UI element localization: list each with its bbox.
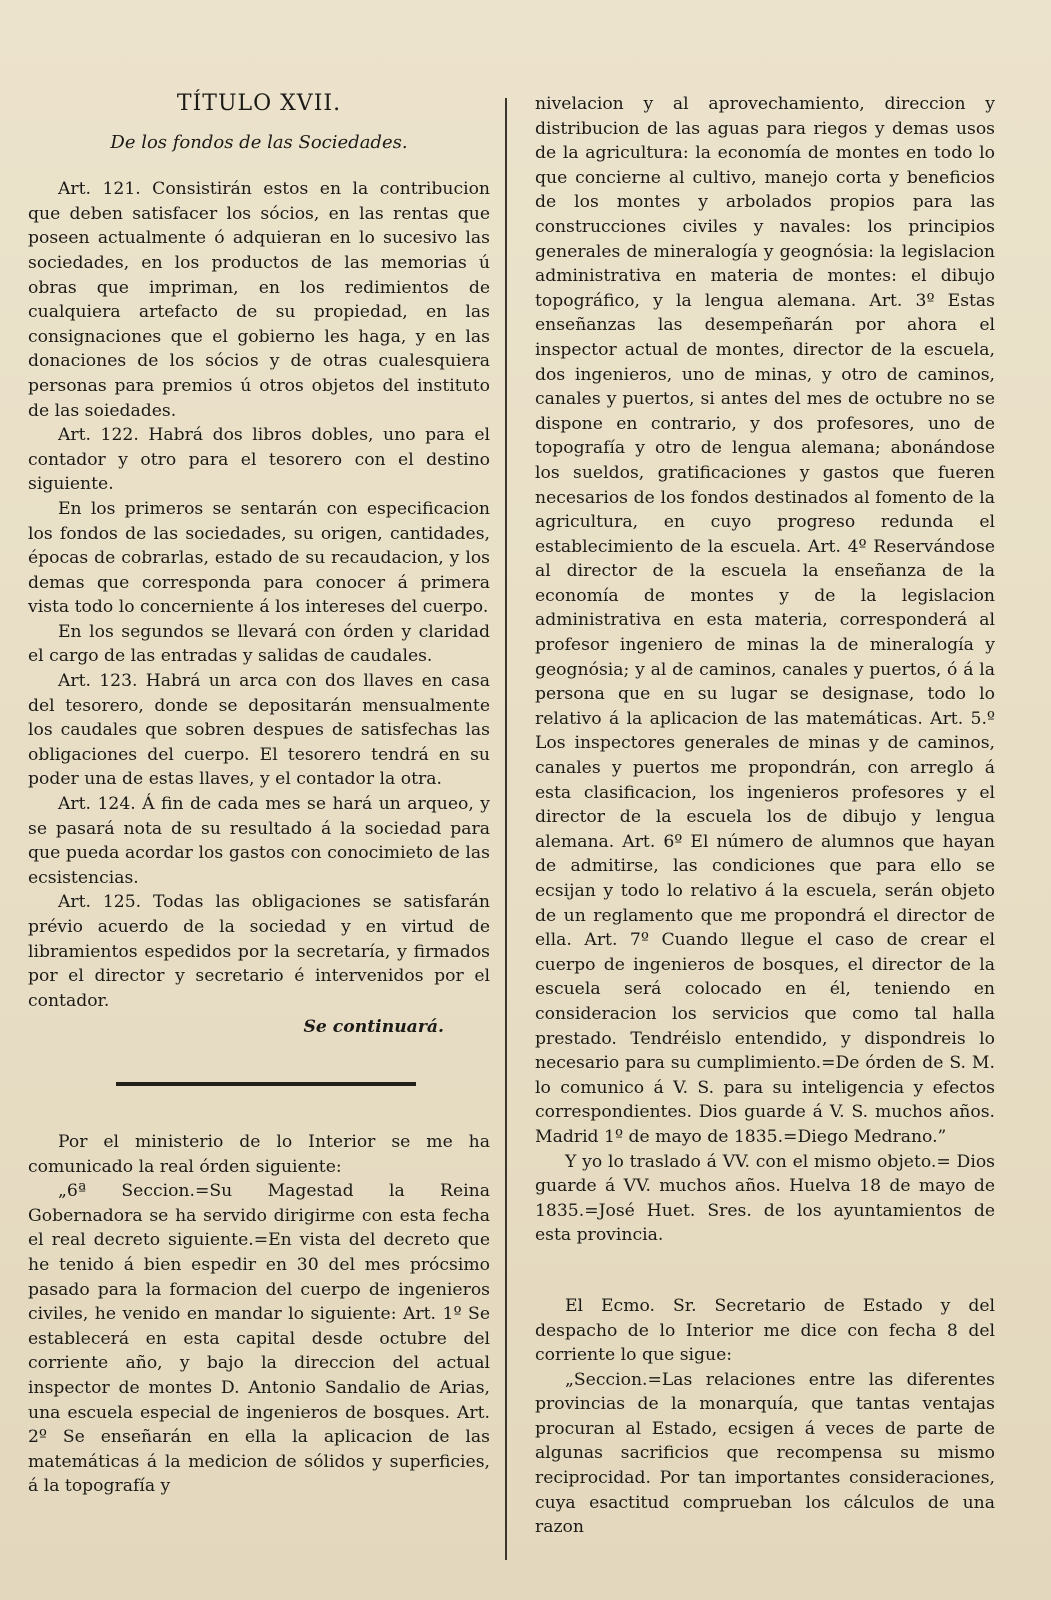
left-column [28,88,490,1499]
royal-order-text: „6ª Seccion.=Su Magestad la Reina Gobernadora se ha servido dirigirme con esta fecha el real decreto siguiente.=En vista del decreto que he tenido á bien espedir en 30 del mes prócsimo pasado para la formacion del cuerpo de ingenieros civiles, he venido en mandar lo siguiente: Art. 1º Se establecerá en esta capital desde octubre del corriente año, y bajo la direccion del actual inspector de montes D. Antonio Sandalio de Arias, una escuela especial de ingenieros de bosques. Art. 2º Se enseñarán en ella la aplicacion de las matemáticas á la medicion de sólidos y superficies, á la topografía y [28,1181,490,1497]
right-column [535,92,995,1540]
article-122-first-books: En los primeros se sentarán con especificacion los fondos de las sociedades, su origen, cantidades, épocas de cobrarlas, estado de su recaudacion, y los demas que corresponda para conocer á primera vista todo lo concerniente á los intereses del cuerpo. [28,498,490,618]
article-123: Art. 123. Habrá un arca con dos llaves en casa del tesorero, donde se depositarán mensualmente los caudales que sobren despues de satisfechas las obligaciones del cuerpo. El tesorero tendrá en su poder una de estas llaves, y el contador la otra. [28,671,490,790]
secretary-intro: El Ecmo. Sr. Secretario de Estado y del despacho de lo Interior me dice con fecha 8 del corriente lo que sigue: [535,1295,995,1366]
article-124: Art. 124. Á fin de cada mes se hará un arqueo, y se pasará nota de su resultado á la sociedad para que pueda acordar los gastos con conocimieto de las ecsistencias. [28,794,490,888]
article-125: Art. 125. Todas las obligaciones se satisfarán prévio acuerdo de la sociedad y en virtud de libramientos espedidos por la secretaría, y firmados por el director y secretario é intervenidos por el contador. [28,892,490,1011]
section-divider [116,1082,416,1086]
ministry-intro: Por el ministerio de lo Interior se me ha comunicado la real órden siguiente: [28,1131,490,1177]
seccion-text: „Seccion.=Las relaciones entre las diferentes provincias de la monarquía, que tantas ventajas procuran al Estado, ecsigen á veces de parte de algunas sacrificios que recompensa su mismo reciprocidad. Por tan importantes consideraciones, cuya esactitud comprueban los cálculos de una razon [535,1369,995,1538]
column-divider [505,98,507,1560]
article-122: Art. 122. Habrá dos libros dobles, uno para el contador y otro para el tesorero con el destino siguiente. [28,425,490,495]
article-122-second-books: En los segundos se llevará con órden y claridad el cargo de las entradas y salidas de caudales. [28,621,490,667]
transfer-notice: Y yo lo traslado á VV. con el mismo objeto.= Dios guarde á VV. muchos años. Huelva 18 de mayo de 1835.=José Huet. Sres. de los ayuntamientos de esta provincia. [535,1151,995,1246]
article-121: Art. 121. Consistirán estos en la contribucion que deben satisfacer los sócios, en las rentas que poseen actualmente ó adquieran en lo sucesivo las sociedades, en los productos de las memorias ú obras que impriman, en los redimientos de cualquiera artefacto de su propiedad, en las consignaciones que el gobierno les haga, y en las donaciones de los sócios y de otras cualesquiera personas para premios ú otros objetos del instituto de las soiedades. [28,179,490,421]
section-title: TÍTULO XVII. [176,91,342,116]
royal-order-continuation: nivelacion y al aprovechamiento, direccion y distribucion de las aguas para riegos y demas usos de la agricultura: la economía de montes en todo lo que concierne al cultivo, manejo corta y beneficios de los montes y arbolados propios para las construcciones civiles y navales: los principios generales de mineralogía y geognósia: la legislacion administrativa en materia de montes: el dibujo topográfico, y la lengua alemana. Art. 3º Estas enseñanzas las desempeñarán por ahora el inspector actual de montes, director de la escuela, dos ingenieros, uno de minas, y otro de caminos, canales y puertos, si antes del mes de octubre no se dispone en contrario, y dos profesores, uno de topografía y otro de lengua alemana; abonándose los sueldos, gratificaciones y gastos que fueren necesarios de los fondos destinados al fomento de la agricultura, en cuyo progreso redunda el establecimiento de la escuela. Art. 4º Reservándose al director de la escuela la enseñanza de la economía de montes y de la legislacion administrativa en esta materia, corresponderá al profesor ingeniero de minas la de mineralogía y geognósia; y al de caminos, canales y puertos, ó á la persona que en su lugar se designase, todo lo relativo á la aplicacion de las matemáticas. Art. 5.º Los inspectores generales de minas y de caminos, canales y puertos me propondrán, con arreglo á esta clasificacion, los ingenieros profesores y el director de la escuela los de dibujo y lengua alemana. Art. 6º El número de alumnos que hayan de admitirse, las condiciones que para ello se ecsijan y todo lo relativo á la escuela, serán objeto de un reglamento que me propondrá el director de ella. Art. 7º Cuando llegue el caso de crear el cuerpo de ingenieros de bosques, el director de la escuela será colocado en él, teniendo en consideracion los servicios que como tal halla prestado. Tendréislo entendido, y dispondreis lo necesario para su cumplimiento.=De órden de S. M. lo comunico á V. S. para su inteligencia y efectos correspondientes. Dios guarde á V. S. muchos años. Madrid 1º de mayo de 1835.=Diego Medrano.” [535,94,995,1147]
continuation-note: Se continuará. [303,1017,444,1038]
section-subtitle: De los fondos de las Sociedades. [110,131,408,153]
